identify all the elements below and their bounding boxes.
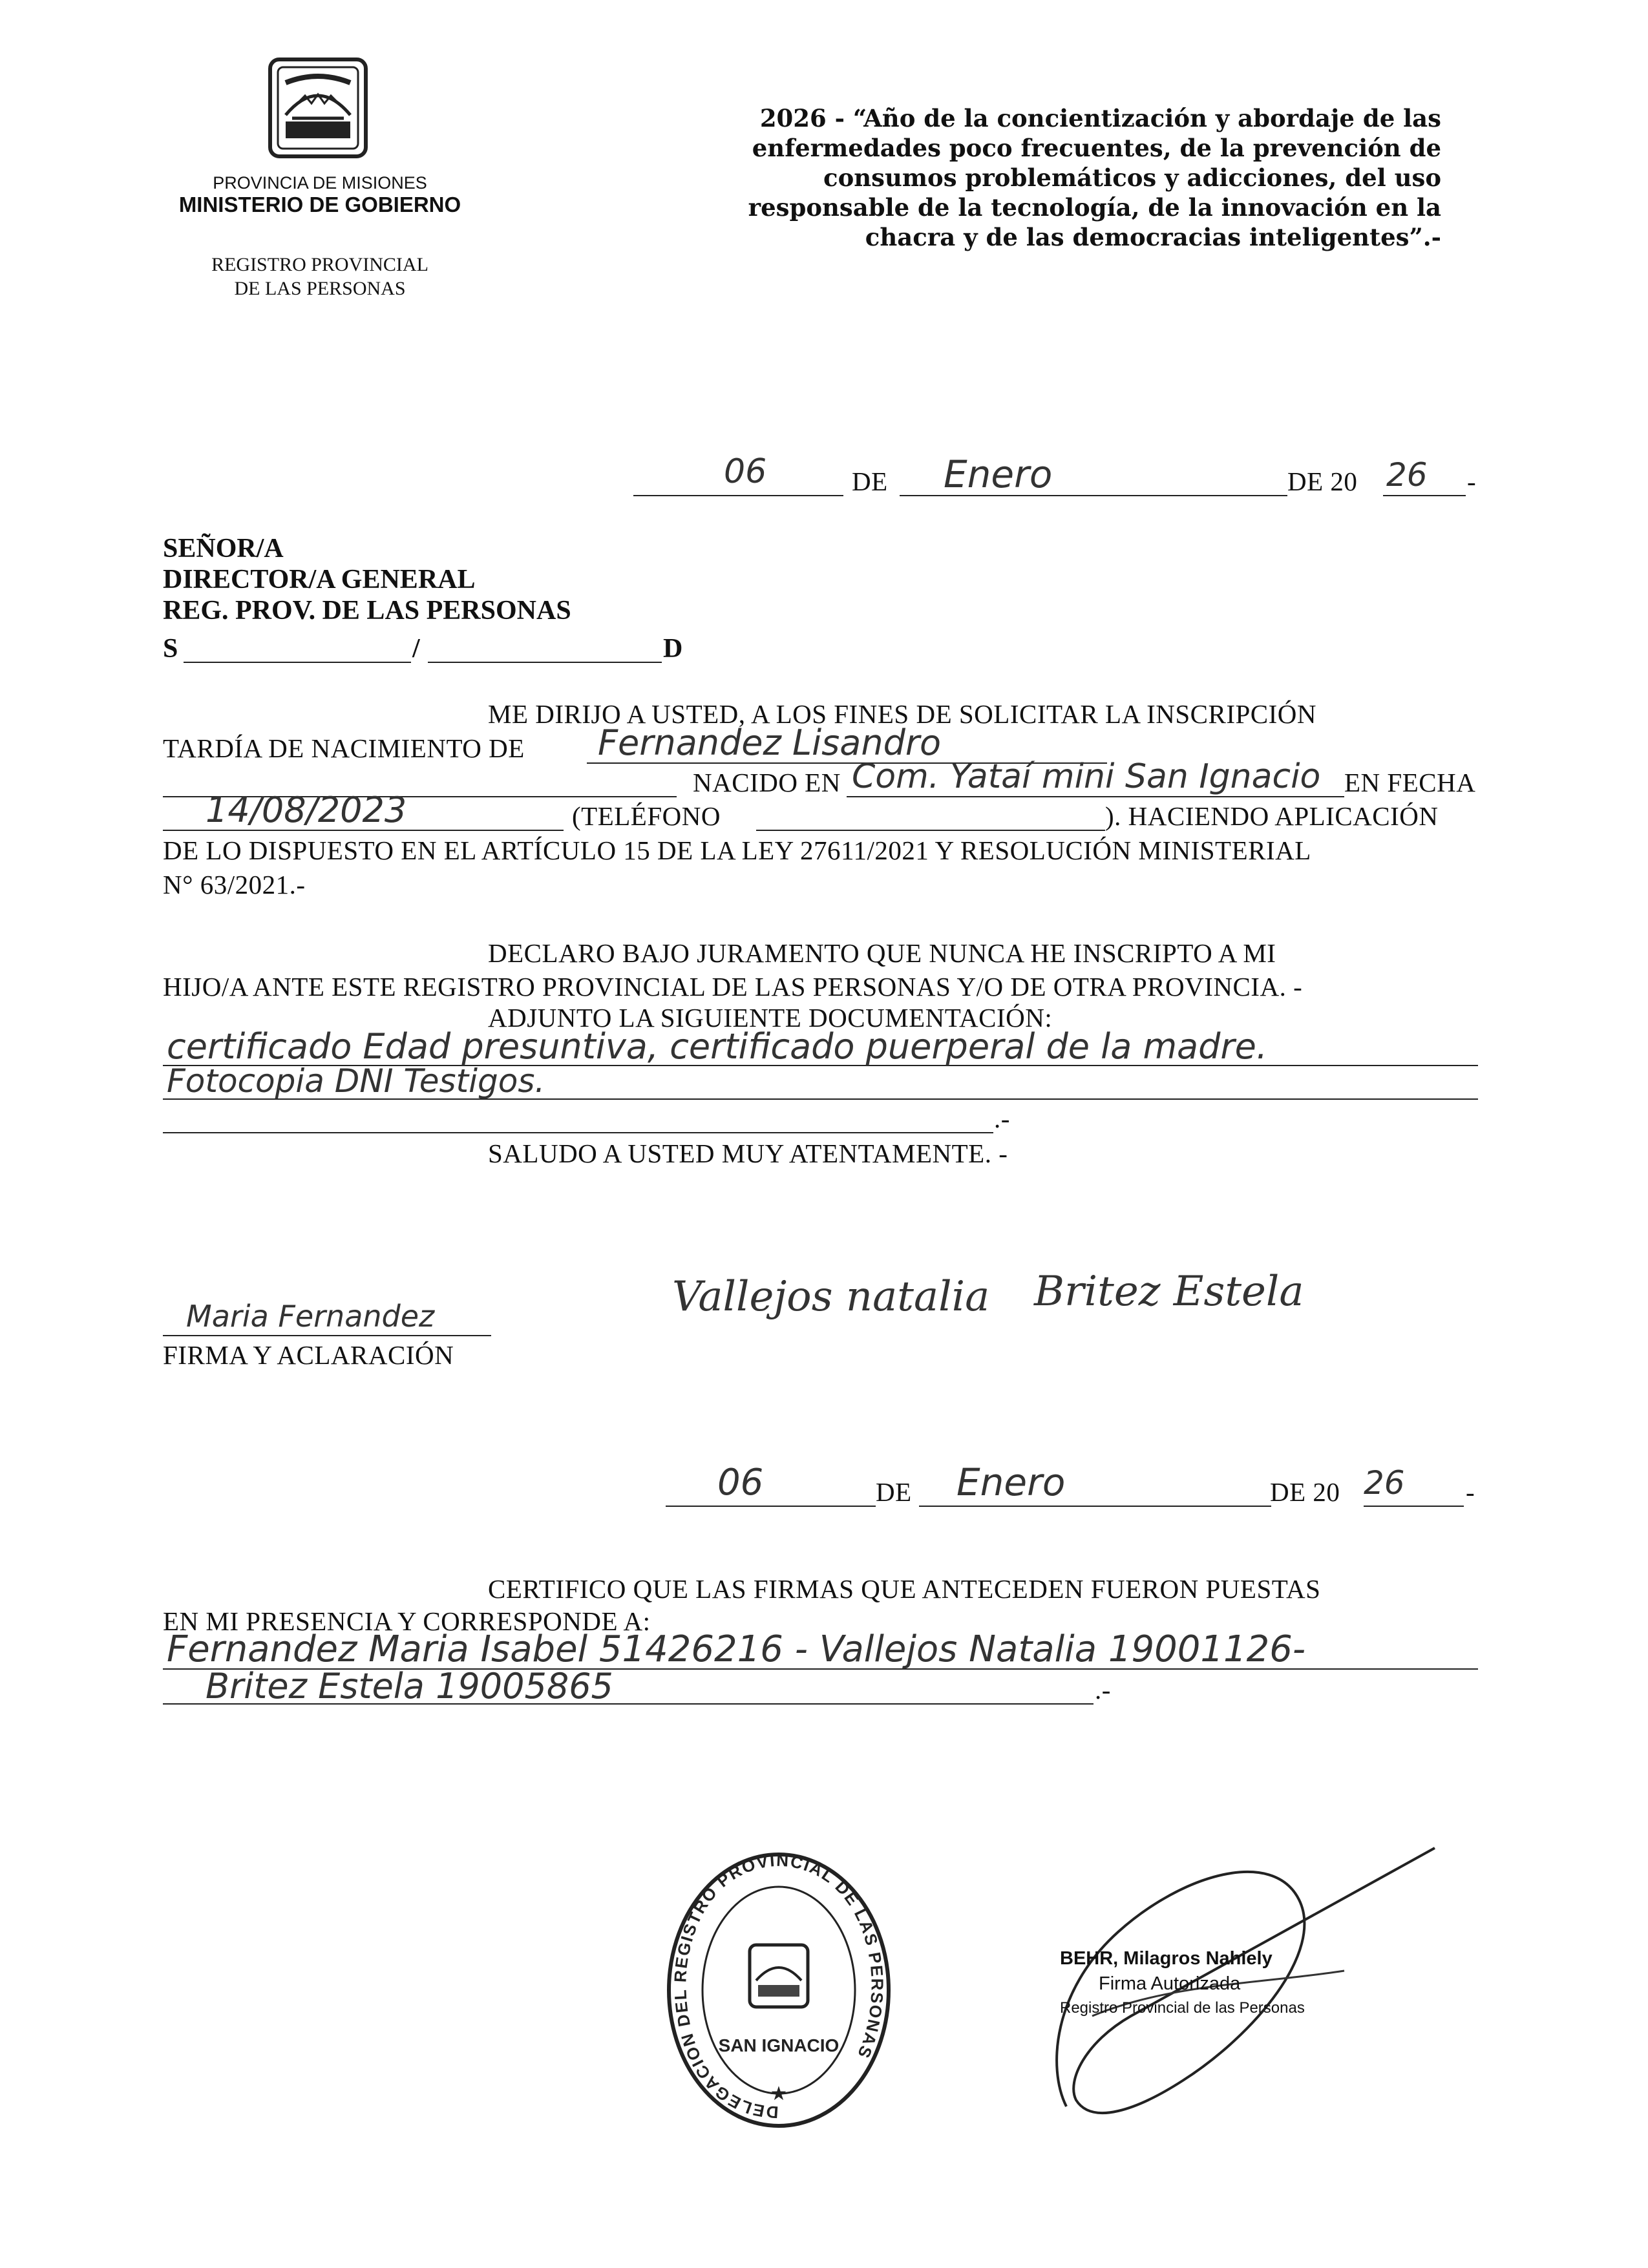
motto-line: consumos problemáticos y adicciones, del uso [823,163,1441,192]
date1-year[interactable]: 26 [1386,456,1428,494]
signature-line [163,1335,491,1336]
certified-people-1[interactable]: Fernandez Maria Isabel 51426216 - Vallejos Natalia 19001126- [167,1628,1306,1670]
date2-month-line [919,1506,1271,1507]
motto-line: responsable de la tecnología, de la innovación en la [748,193,1441,222]
provincial-crest [266,57,370,160]
date1-year-label: DE 20 [1287,467,1358,496]
date2-end: - [1466,1477,1475,1507]
seal-crest-icon [750,1945,808,2007]
date1-de-label: DE [852,467,888,496]
birth-date-field[interactable]: 14/08/2023 [206,790,407,830]
addressee-d-line [428,662,662,663]
seal-ring-text: DELEGACION DEL REGISTRO PROVINCIAL DE LAS PERSONAS [670,1850,887,2123]
declaration-line2: HIJO/A ANTE ESTE REGISTRO PROVINCIAL DE LAS PERSONAS Y/O DE OTRA PROVINCIA. - [163,972,1303,1002]
motto-line: enfermedades poco frecuentes, de la prevención de [752,134,1441,162]
delegation-seal [662,1848,895,2132]
date2-year-label: DE 20 [1270,1477,1340,1507]
signer-signature: Maria Fernandez [186,1299,435,1334]
certification-end: .- [1095,1675,1111,1705]
addressee-line: DIRECTOR/A GENERAL [163,565,476,594]
seal-icon [662,1848,895,2132]
date-label: EN FECHA [1344,768,1476,797]
star-icon: ★ [770,2083,788,2105]
ministry-label: MINISTERIO DE GOBIERNO [178,193,461,216]
request-line1: ME DIRIJO A USTED, A LOS FINES DE SOLICITAR LA INSCRIPCIÓN [488,699,1317,729]
date2-year-line [1364,1506,1464,1507]
date2-year[interactable]: 26 [1364,1464,1405,1502]
addressee-line: REG. PROV. DE LAS PERSONAS [163,596,571,625]
phone-line [756,830,1105,831]
date2-de-label: DE [876,1477,912,1507]
date1-end: - [1467,467,1477,496]
date2-day[interactable]: 06 [717,1462,764,1504]
request-line5: N° 63/2021.- [163,870,306,899]
doc-line-3 [163,1132,993,1133]
province-label: PROVINCIA DE MISIONES [213,173,427,193]
official-title: Firma Autorizada [1099,1973,1241,1994]
addressee-block [163,533,571,626]
witness1-signature: Vallejos natalia [672,1273,990,1321]
motto [646,103,1441,252]
motto-line: 2026 - “Año de la concientización y abordaje de las [759,104,1441,132]
certification-line2: EN MI PRESENCIA Y CORRESPONDE A: [163,1606,651,1636]
date2-day-line [666,1506,876,1507]
addressee-line: SEÑOR/A [163,534,284,563]
born-in-label: NACIDO EN [693,768,841,797]
official-office: Registro Provincial de las Personas [1060,1999,1305,2017]
motto-line: chacra y de las democracias inteligentes”.- [865,223,1441,251]
date2-month[interactable]: Enero [956,1460,1066,1504]
request-child-label: TARDÍA DE NACIMIENTO DE [163,733,525,763]
doc-end: .- [994,1104,1010,1133]
witness2-signature: Britez Estela [1034,1268,1304,1316]
request-line4: DE LO DISPUESTO EN EL ARTÍCULO 15 DE LA LEY 27611/2021 Y RESOLUCIÓN MINISTERIAL [163,835,1311,865]
phone-label: (TELÉFONO [572,801,721,831]
child-name-field[interactable]: Fernandez Lisandro [598,722,942,763]
crest-icon [266,57,370,160]
closing-text: SALUDO A USTED MUY ATENTAMENTE. - [488,1139,1008,1168]
registry-label-line1: REGISTRO PROVINCIAL [211,254,428,275]
seal-bottom-text: SAN IGNACIO [718,2035,840,2055]
documentation-field-1[interactable]: certificado Edad presuntiva, certificado puerperal de la madre. [167,1026,1268,1067]
addressee-slash: / [412,634,420,664]
declaration-line1: DECLARO BAJO JURAMENTO QUE NUNCA HE INSCRIPTO A MI [488,938,1276,968]
documentation-field-2[interactable]: Fotocopia DNI Testigos. [167,1062,545,1100]
certified-people-2[interactable]: Britez Estela 19005865 [206,1666,613,1706]
official-name: BEHR, Milagros Nahiely [1060,1948,1273,1969]
request-line3-rest: ). HACIENDO APLICACIÓN [1105,801,1439,831]
birthplace-line [847,796,1344,797]
addressee-s-line [184,662,411,663]
certification-line1: CERTIFICO QUE LAS FIRMAS QUE ANTECEDEN FUERON PUESTAS [488,1574,1321,1604]
addressee-s: S [163,634,178,664]
date1-day-line [633,495,843,496]
addressee-d: D [663,634,683,664]
signature-label: FIRMA Y ACLARACIÓN [163,1340,454,1370]
date1-day[interactable]: 06 [724,452,767,491]
birthplace-field[interactable]: Com. Yataí mini San Ignacio [852,757,1321,796]
declaration-line3: ADJUNTO LA SIGUIENTE DOCUMENTACIÓN: [488,1003,1053,1033]
registry-label-line2: DE LAS PERSONAS [234,278,406,299]
date1-year-line [1383,495,1466,496]
date1-month[interactable]: Enero [944,452,1053,496]
